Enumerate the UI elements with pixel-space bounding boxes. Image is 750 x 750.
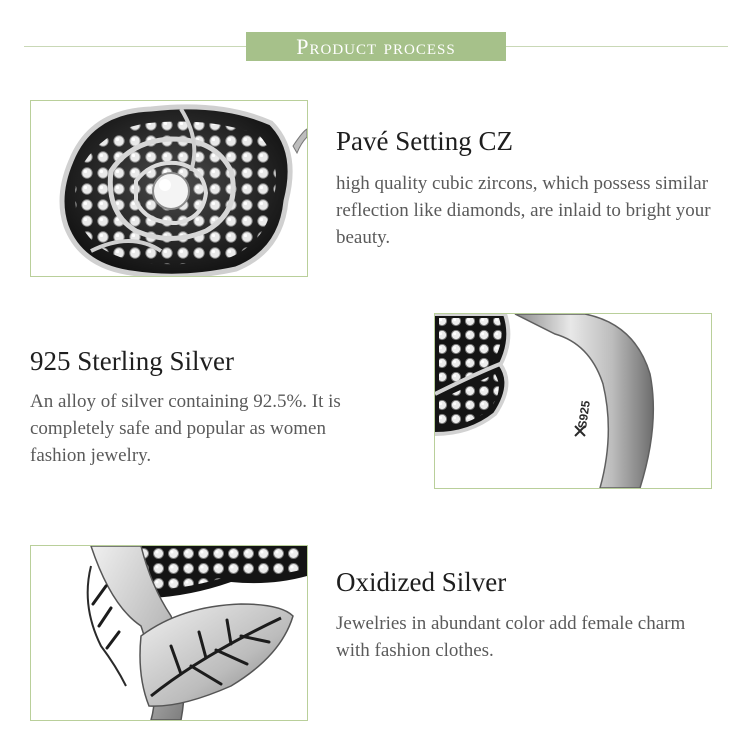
feature-title-sterling: 925 Sterling Silver — [30, 346, 234, 376]
rose-closeup-image — [31, 101, 307, 276]
feature-desc-oxidized: Jewelries in abundant color add female charm with fashion clothes. — [336, 613, 686, 661]
feature-title-pave: Pavé Setting CZ — [336, 126, 513, 156]
leaf-detail-image — [31, 546, 307, 720]
section-title-banner — [246, 32, 506, 61]
pave-setting-photo — [30, 100, 308, 277]
ring-band-image — [435, 314, 711, 488]
s925-engraving: S925 — [575, 399, 593, 430]
section-title: Product process — [296, 33, 456, 59]
oxidized-silver-photo — [30, 545, 308, 721]
header-divider-left — [24, 46, 246, 47]
sterling-silver-photo — [434, 313, 712, 489]
header-divider-right — [506, 46, 728, 47]
feature-title-oxidized: Oxidized Silver — [336, 567, 507, 597]
feature-desc-sterling: An alloy of silver containing 92.5%. It is completely safe and popular as women fashion jewelry. — [30, 391, 341, 466]
feature-desc-pave: high quality cubic zircons, which possess similar reflection like diamonds, are inlaid to bright your beauty. — [336, 173, 711, 248]
